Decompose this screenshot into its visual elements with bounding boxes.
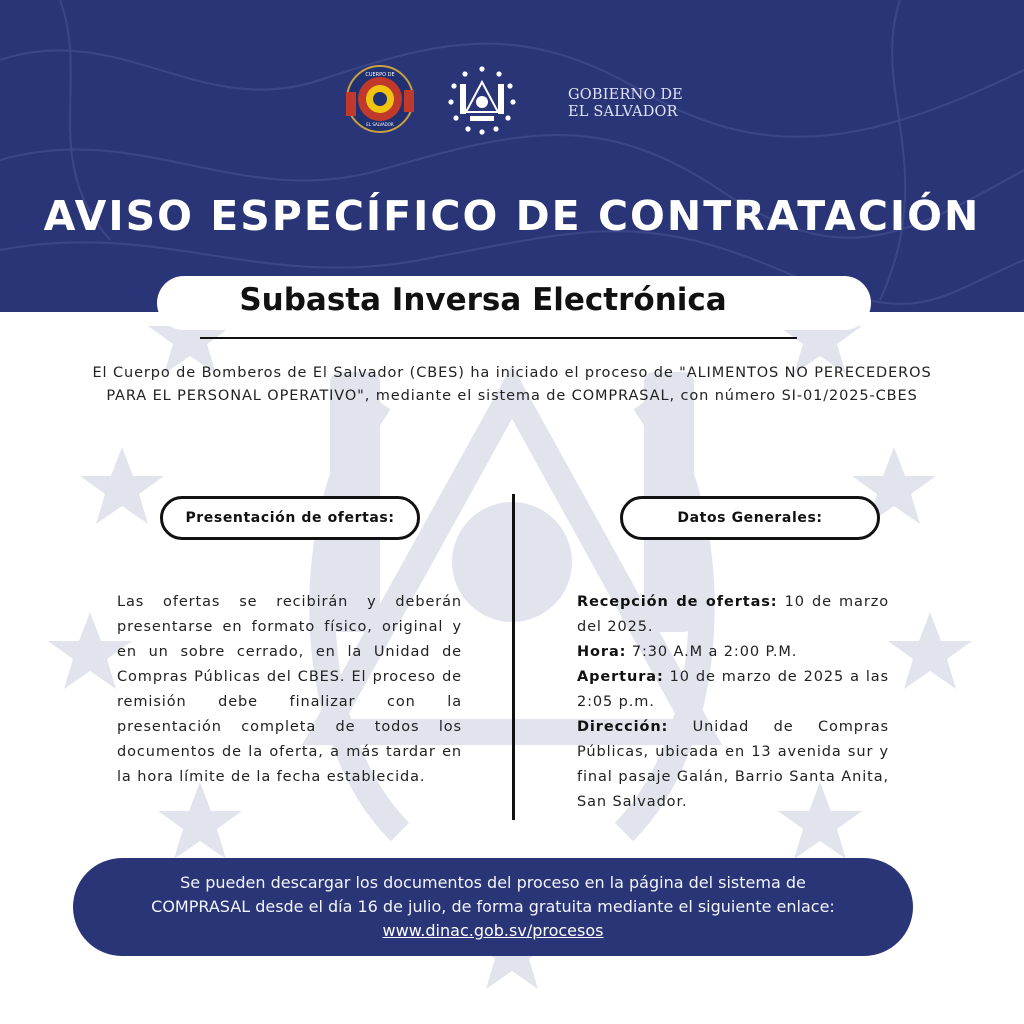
- download-banner: [73, 858, 913, 956]
- background-pattern: [0, 0, 1024, 312]
- footer-line2: COMPRASAL desde el día 16 de julio, de forma gratuita mediante el siguiente enlace:: [151, 897, 835, 916]
- column-divider: [512, 494, 515, 820]
- intro-line1: El Cuerpo de Bomberos de El Salvador (CBES) ha iniciado el proceso de "ALIMENTOS NO PERECEDEROS: [92, 365, 932, 381]
- item-label: Apertura:: [577, 669, 664, 685]
- header-band: [0, 0, 1024, 312]
- item-label: Recepción de ofertas:: [577, 594, 778, 610]
- procesos-link[interactable]: www.dinac.gob.sv/procesos: [382, 921, 604, 940]
- el-salvador-coat-of-arms-icon: [446, 64, 518, 136]
- item-value: 7:30 A.M a 2:00 P.M.: [626, 644, 798, 660]
- general-data-item: [577, 640, 889, 665]
- general-data-heading: Datos Generales:: [620, 496, 880, 540]
- government-wordmark: [568, 87, 683, 121]
- item-value: Unidad de Compras Públicas, ubicada en 13 avenida sur y final pasaje Galán, Barrio Santa Anita, San Salvador.: [577, 719, 889, 810]
- svg-text:CUERPO DE: CUERPO DE: [365, 72, 395, 78]
- page-title: AVISO ESPECÍFICO DE CONTRATACIÓN: [43, 192, 981, 240]
- subtitle-underline: [200, 337, 797, 339]
- general-data-list: [577, 590, 889, 815]
- fire-department-badge-icon: [344, 64, 416, 134]
- presentation-body: Las ofertas se recibirán y deberán presentarse en formato físico, original y en un sobre cerrado, en la Unidad de Compras Públicas del CBES. El proceso de remisión debe finalizar con la presentación completa de todos los documentos de la oferta, a más tardar en la hora límite de la fecha establecida.: [117, 594, 462, 785]
- presentation-heading: Presentación de ofertas:: [160, 496, 420, 540]
- government-text-line1: GOBIERNO DE: [568, 87, 683, 103]
- intro-line2: PARA EL PERSONAL OPERATIVO", mediante el sistema de COMPRASAL, con número SI-01/2025-CBES: [106, 388, 918, 404]
- general-data-item: [577, 715, 889, 815]
- general-data-item: [577, 590, 889, 640]
- intro-paragraph: [30, 362, 994, 408]
- footer-line1: Se pueden descargar los documentos del proceso en la página del sistema de: [180, 873, 806, 892]
- government-text-line2: EL SALVADOR: [568, 104, 678, 120]
- general-data-item: [577, 665, 889, 715]
- svg-text:EL SALVADOR: EL SALVADOR: [366, 122, 394, 127]
- subtitle: Subasta Inversa Electrónica: [239, 282, 727, 318]
- item-value: 10 de marzo de 2025 a las 2:05 p.m.: [577, 669, 889, 710]
- item-label: Hora:: [577, 644, 627, 660]
- item-label: Dirección:: [577, 719, 669, 735]
- item-value: 10 de marzo del 2025.: [577, 594, 889, 635]
